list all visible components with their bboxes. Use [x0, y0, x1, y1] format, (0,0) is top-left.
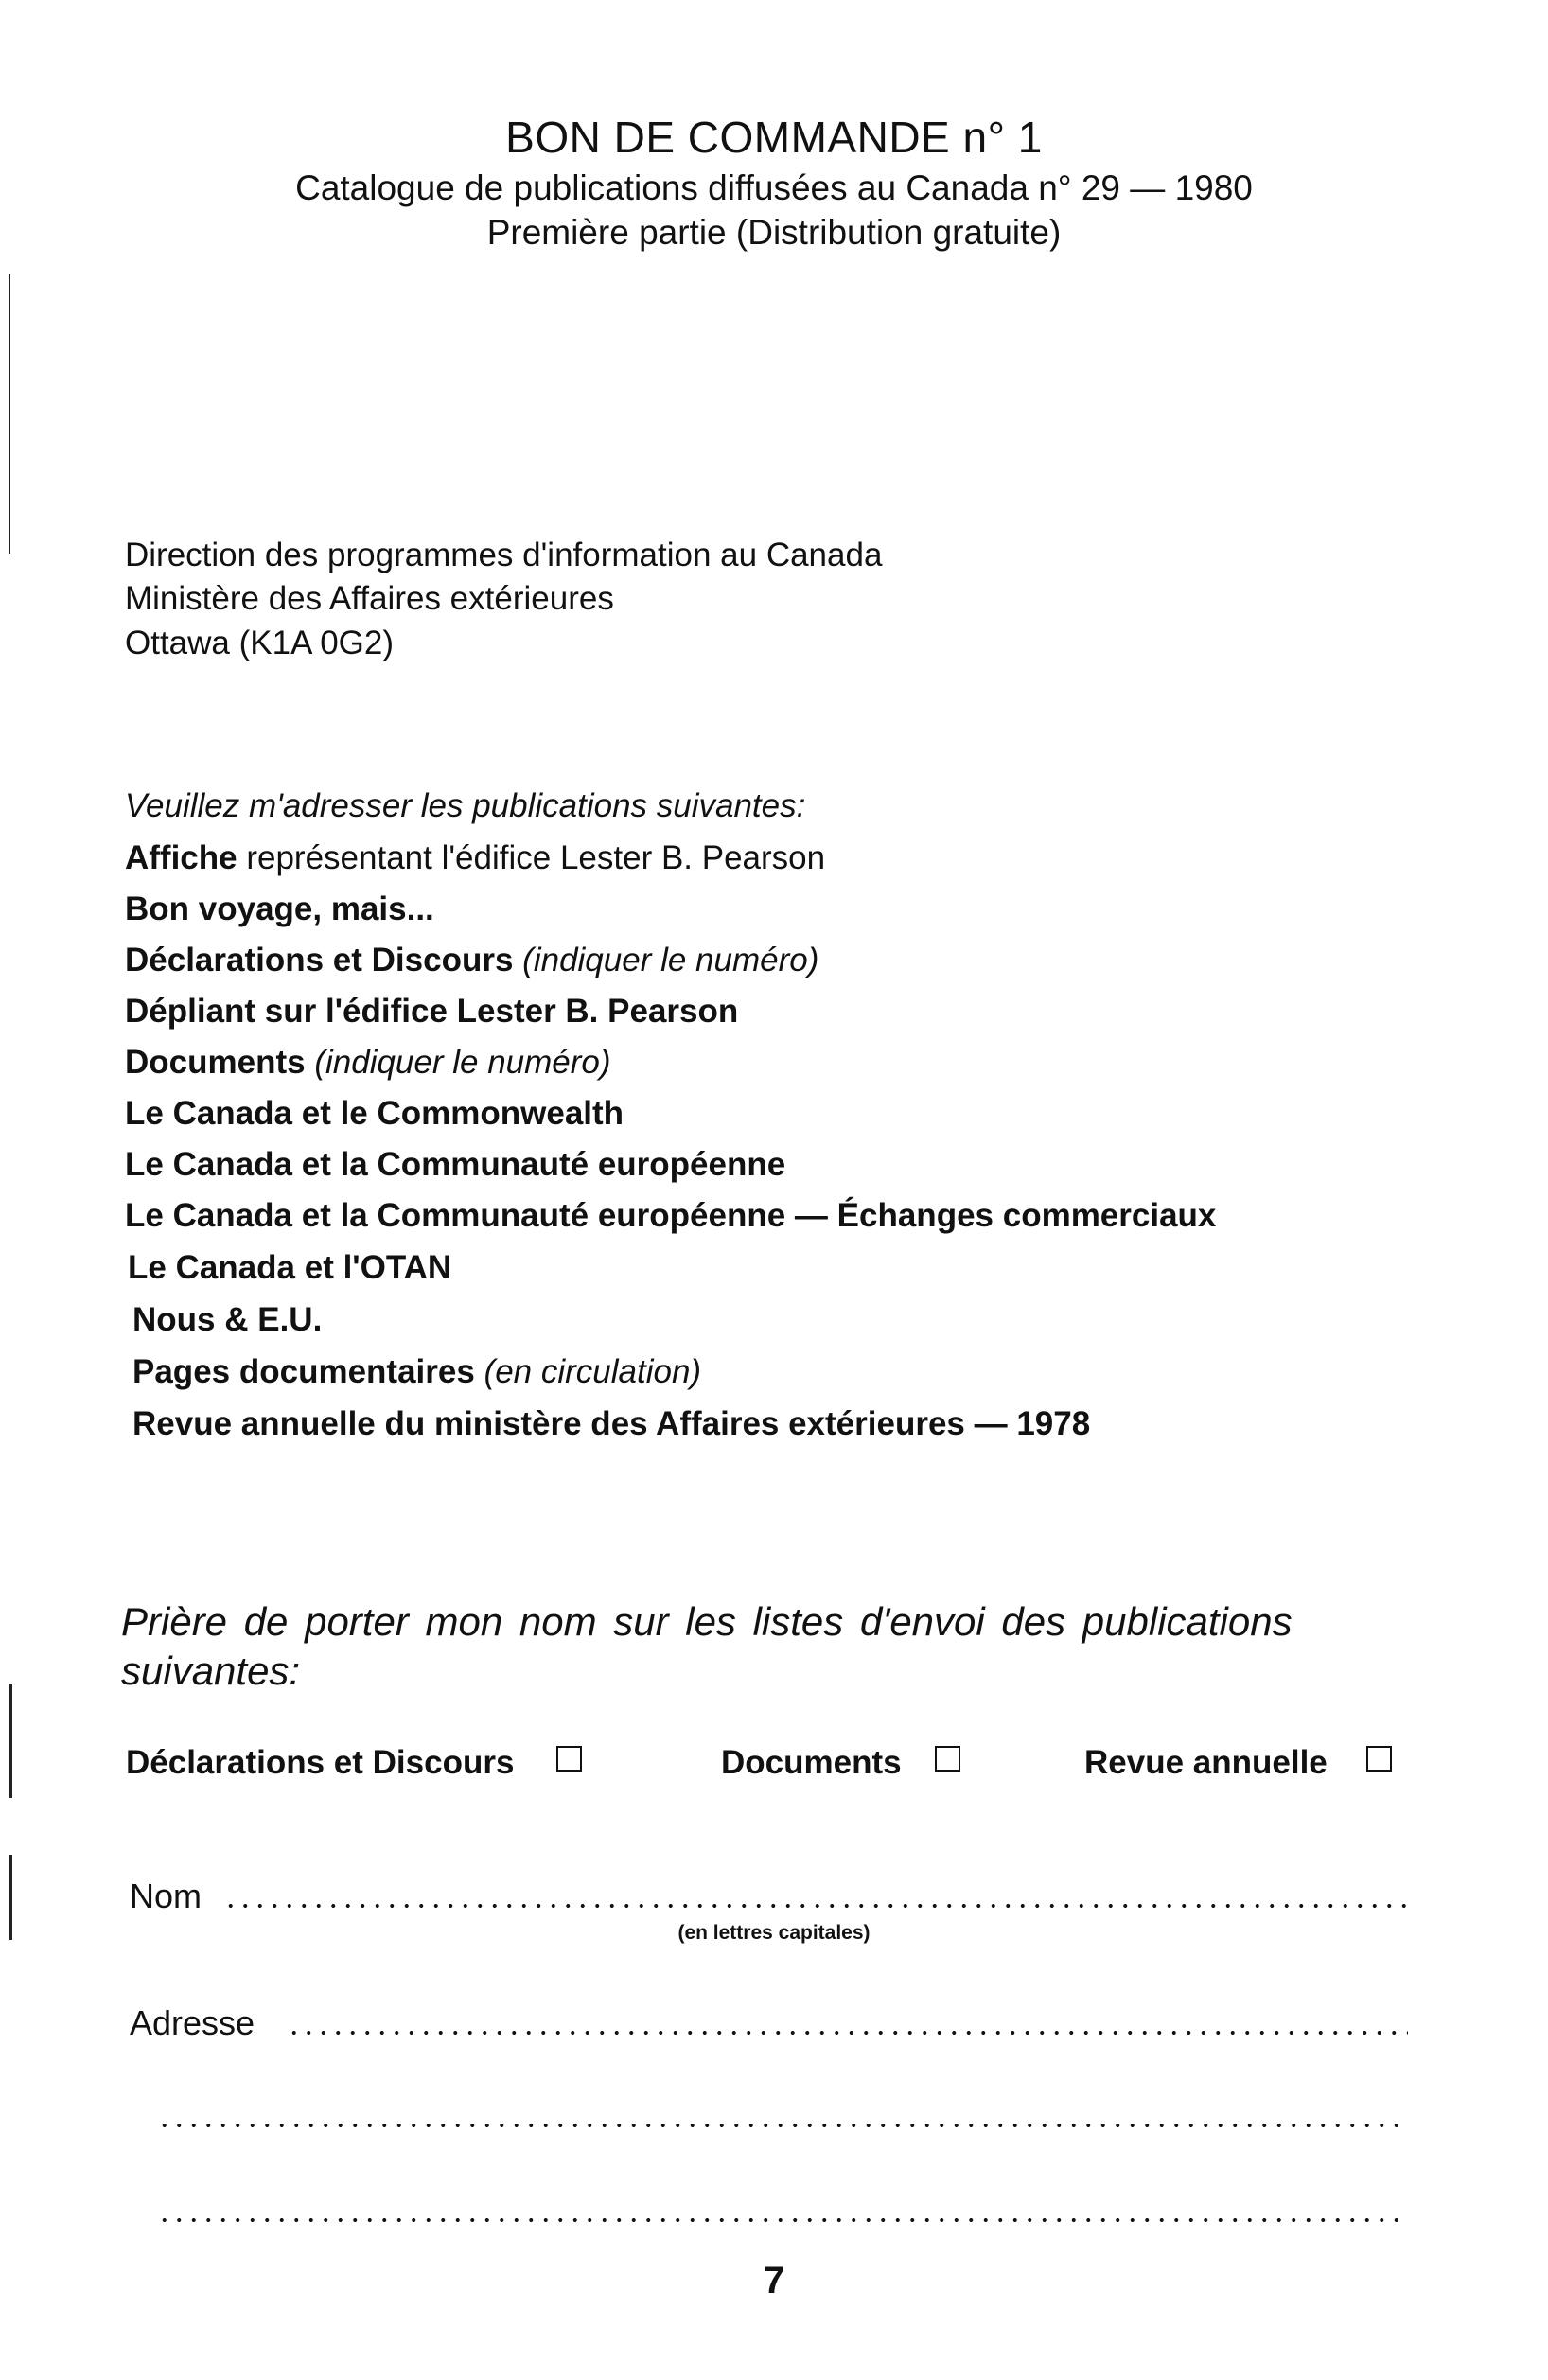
publication-item: Le Canada et la Communauté européenne — Échanges commerciaux — [125, 1197, 1217, 1234]
address-line-1: Direction des programmes d'information au Canada — [125, 537, 883, 573]
checkbox-documents[interactable] — [935, 1746, 960, 1772]
checkbox-declarations[interactable] — [556, 1746, 582, 1772]
publication-item: Dépliant sur l'édifice Lester B. Pearson — [125, 993, 739, 1030]
name-field-label: Nom — [130, 1877, 202, 1915]
address-field-line-2[interactable] — [157, 2123, 1408, 2128]
publication-item: Le Canada et la Communauté européenne — [125, 1146, 786, 1183]
page-number: 7 — [763, 2260, 785, 2301]
publication-item: Affiche représentant l'édifice Lester B. Pearson — [125, 839, 826, 876]
publication-item: Revue annuelle du ministère des Affaires extérieures — 1978 — [132, 1405, 1091, 1442]
mailing-list-intro: Prière de porter mon nom sur les listes d'envoi des publications suivantes: — [121, 1599, 1293, 1693]
address-field-line-3[interactable] — [157, 2217, 1408, 2223]
form-title: BON DE COMMANDE n° 1 — [505, 113, 1043, 162]
option-label-documents: Documents — [721, 1744, 902, 1781]
publication-item: Nous & E.U. — [132, 1301, 323, 1338]
publication-item: Bon voyage, mais... — [125, 890, 434, 927]
address-line-3: Ottawa (K1A 0G2) — [125, 625, 395, 661]
option-label-declarations: Déclarations et Discours — [126, 1744, 515, 1781]
checkbox-revue-annuelle[interactable] — [1366, 1746, 1392, 1772]
catalogue-subtitle: Catalogue de publications diffusées au Canada n° 29 — 1980 — [295, 168, 1253, 207]
name-field[interactable] — [223, 1903, 1408, 1909]
catalogue-part: Première partie (Distribution gratuite) — [486, 213, 1062, 252]
publication-item: Pages documentaires (en circulation) — [132, 1353, 702, 1390]
publication-item: Le Canada et l'OTAN — [128, 1249, 452, 1286]
scan-edge-mark — [9, 1684, 12, 1798]
publication-item: Le Canada et le Commonwealth — [125, 1095, 624, 1132]
option-label-revue-annuelle: Revue annuelle — [1084, 1744, 1328, 1781]
request-intro: Veuillez m'adresser les publications suivantes: — [125, 787, 806, 824]
address-field-line-1[interactable] — [287, 2030, 1408, 2036]
name-field-hint: (en lettres capitales) — [677, 1922, 871, 1944]
address-field-label: Adresse — [130, 2003, 255, 2042]
address-line-2: Ministère des Affaires extérieures — [125, 580, 614, 617]
publication-item: Déclarations et Discours (indiquer le numéro) — [125, 942, 819, 978]
scan-edge-mark — [9, 440, 10, 554]
scan-edge-mark — [9, 274, 10, 454]
publication-item: Documents (indiquer le numéro) — [125, 1044, 611, 1081]
